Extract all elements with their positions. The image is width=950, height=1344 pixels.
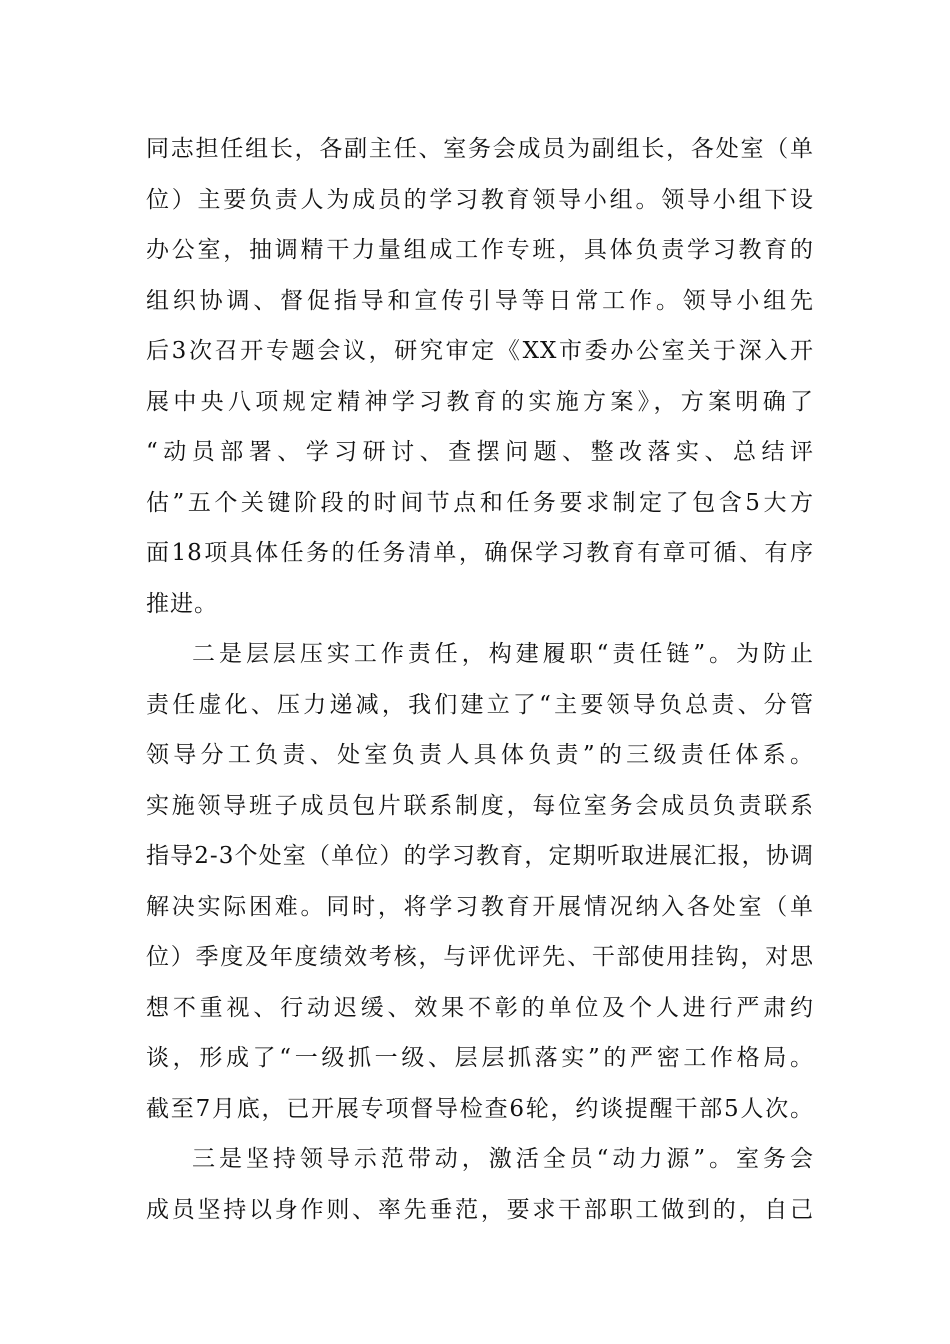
text-line: “动员部署、学习研讨、查摆问题、整改落实、总结评	[146, 439, 814, 465]
text-line: 估”五个关键阶段的时间节点和任务要求制定了包含5大方	[146, 489, 814, 516]
text-line: 责任虚化、压力递减，我们建立了“主要领导负总责、分管	[146, 691, 814, 718]
text-line: 位）主要负责人为成员的学习教育领导小组。领导小组下设	[146, 186, 814, 213]
text-line: 同志担任组长，各副主任、室务会成员为副组长，各处室（单	[146, 136, 814, 162]
paragraph-start-line: 二是层层压实工作责任，构建履职“责任链”。为防止	[192, 641, 814, 667]
text-line: 办公室，抽调精干力量组成工作专班，具体负责学习教育的	[146, 237, 814, 263]
text-line: 实施领导班子成员包片联系制度，每位室务会成员负责联系	[146, 792, 814, 819]
text-line: 指导2-3个处室（单位）的学习教育，定期听取进展汇报，协调	[146, 843, 814, 869]
text-line: 组织协调、督促指导和宣传引导等日常工作。领导小组先	[146, 287, 814, 314]
text-line: 想不重视、行动迟缓、效果不彰的单位及个人进行严肃约	[146, 994, 814, 1021]
text-line: 截至7月底，已开展专项督导检查6轮，约谈提醒干部5人次。	[146, 1095, 814, 1122]
text-line: 后3次召开专题会议，研究审定《XX市委办公室关于深入开	[146, 338, 814, 364]
document-body	[146, 124, 814, 1235]
text-line: 展中央八项规定精神学习教育的实施方案》，方案明确了	[146, 388, 814, 415]
paragraph-start-line: 三是坚持领导示范带动，激活全员“动力源”。室务会	[192, 1146, 814, 1172]
text-line: 领导分工负责、处室负责人具体负责”的三级责任体系。	[146, 742, 814, 768]
text-line: 面18项具体任务的任务清单，确保学习教育有章可循、有序	[146, 540, 814, 566]
text-line: 推进。	[146, 590, 218, 617]
text-line: 位）季度及年度绩效考核，与评优评先、干部使用挂钩，对思	[146, 944, 814, 970]
text-line: 谈，形成了“一级抓一级、层层抓落实”的严密工作格局。	[146, 1045, 814, 1071]
text-line: 成员坚持以身作则、率先垂范，要求干部职工做到的，自己	[146, 1196, 814, 1223]
text-line: 解决实际困难。同时，将学习教育开展情况纳入各处室（单	[146, 893, 814, 920]
